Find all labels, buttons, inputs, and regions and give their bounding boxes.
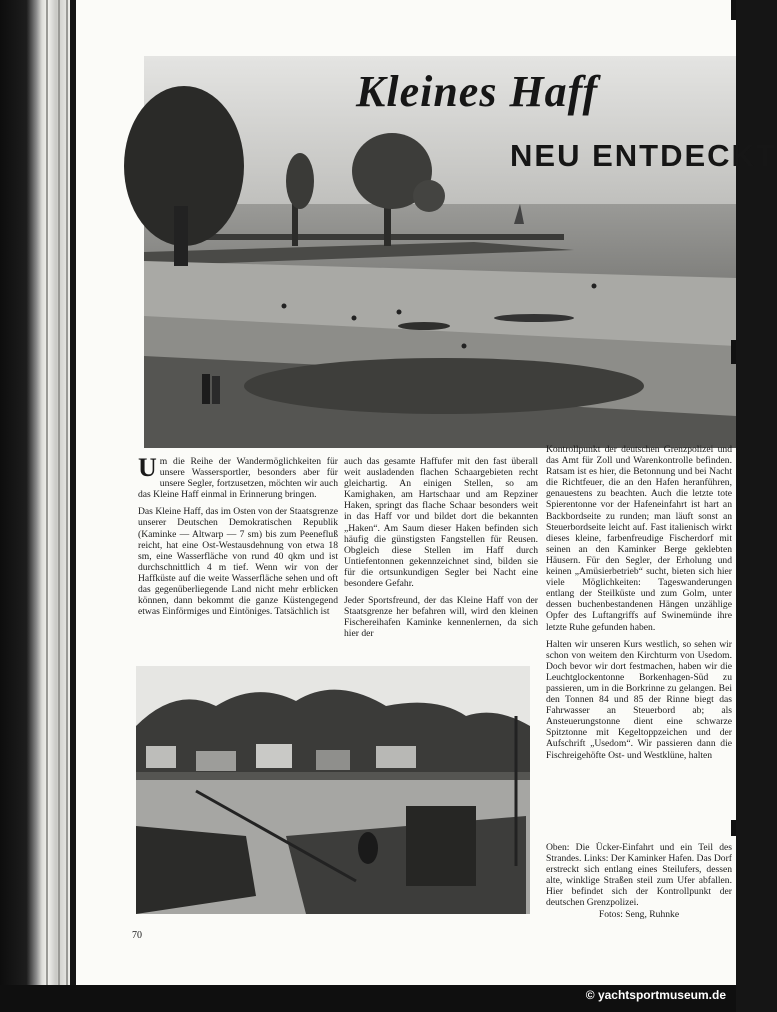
- page-edge-mark: [731, 820, 736, 836]
- magazine-page: [76, 0, 777, 985]
- page-number: 70: [132, 930, 142, 941]
- article-title: Kleines Haff: [356, 67, 599, 116]
- text-column-1: [138, 453, 338, 623]
- paragraph: auch das gesamte Haffufer mit den fast überall weit ausladenden flachen Schaargebieten recht gleichartig. An einigen Stellen, so am Kamighaken, am Hartschaar und am Repziner Haken, springt das flache Schaar besonders weit in das Haff vor und bildet dort die bekannten „Haken“. Am Saum dieser Haken befinden sich häufig die günstigsten Fangstellen für Reusen. Obgleich diese Stellen im Haff durch Untiefentonnen gekennzeichnet sind, bilden sie für die ortsunkundigen Segler bei Nacht eine besondere Gefahr.: [344, 456, 538, 590]
- paragraph: Halten wir unseren Kurs westlich, so sehen wir schon von weitem den Kirchturm von Usedom. Doch bevor wir dort festmachen, haben wir die Leuchtglockentonne Borkenhagen-Süd zu passieren, um in die Borkrinne zu gelangen. Bei den Tonnen 84 und 85 der Rinne biegt das Fahrwasser an Steuerbord ab; als Ansteuerungstonne dient eine schwarze Spitztonne mit Kegeltoppzeichen und der Aufschrift „Usedom“. Wir passieren dann die Fischreigehöfte Ost- und Westklüne, halten: [546, 638, 732, 761]
- paragraph: [138, 453, 338, 501]
- page-edge-line: [46, 0, 48, 985]
- paragraph: Das Kleine Haff, das im Osten von der Staatsgrenze unserer Deutschen Demokratischen Republik (Kaminke — Altwarp — 7 sm) bis zum Peenefluß reicht, hat eine Ost-Westausdehnung von etwa 18 sm, eine Wasserfläche von rund 40 qkm und ist durchschnittlich 4 m tief. Wenn wir von der Haffküste auf die weite Wasserfläche sehen und oft das gegenüberliegende Land nicht mehr erblicken können, dann bekommt die ganze Küstengegend etwas Einförmiges und Eintöniges. Tatsächlich ist: [138, 506, 338, 618]
- harbour-photo: [136, 666, 530, 914]
- drop-cap: U: [138, 453, 157, 482]
- page-edge-line: [58, 0, 60, 985]
- book-spine: [0, 0, 70, 985]
- paragraph: Jeder Sportsfreund, der das Kleine Haff von der Staatsgrenze her befahren will, wird den kleinen Fischereihafen Kaminke kennenlernen, da sich hier der: [344, 595, 538, 640]
- watermark: © yachtsportmuseum.de: [585, 988, 726, 1002]
- text-column-3: [546, 444, 732, 767]
- paragraph: Kontrollpunkt der deutschen Grenzpolizei und das Amt für Zoll und Warenkontrolle befinden. Ratsam ist es hier, die Betonnung und bei Nacht die Richtfeuer, die an den Hafen heranführen, genauestens zu beachten. Auch die letzte tote Spierentonne vor der Hafeneinfahrt ist hart an Backbordseite zu runden; man läuft sonst an Steuerbordseite leicht auf. Fast italienisch wirkt dieses kleine, farbenfreudige Fischerdorf mit seinen an den Kaminker Berge geklebten Häusern. Für den Segler, der Erholung und keinen „Amüsierbetrieb“ sucht, bieten sich hier viele Möglichkeiten: Tageswanderungen entlang der Steilküste und zum Golm, unter dessen buchenbestandenen Hängen unzählige Opfer des Luftangriffs auf Swinemünde ihre letzte Ruhe gefunden haben.: [546, 444, 732, 633]
- page-edge-line: [66, 0, 68, 985]
- caption-text: Oben: Die Ücker-Einfahrt und ein Teil des Strandes. Links: Der Kaminker Hafen. Das Dorf erstreckt sich entlang eines Steilufers, dessen alte, winklige Straßen steil zum Ufer abfallen. Hier befindet sich der Kontrollpunkt der deutschen Grenzpolizei.: [546, 842, 732, 909]
- article-subtitle: NEU ENTDECKT: [510, 138, 777, 173]
- photo-credit: Fotos: Seng, Ruhnke: [598, 908, 680, 920]
- photo-caption: [546, 842, 732, 920]
- text-column-2: [344, 456, 538, 646]
- page-edge-mark: [731, 0, 736, 20]
- page-edge-mark: [731, 340, 736, 364]
- paragraph-text: m die Reihe der Wandermöglichkeiten für unsere Wassersportler, besonders aber für unsere Segler, fortzusetzen, möchten wir auch das Kleine Haff einmal in Erinnerung bringen.: [138, 456, 338, 501]
- harbour-photo-drawing: [136, 666, 530, 914]
